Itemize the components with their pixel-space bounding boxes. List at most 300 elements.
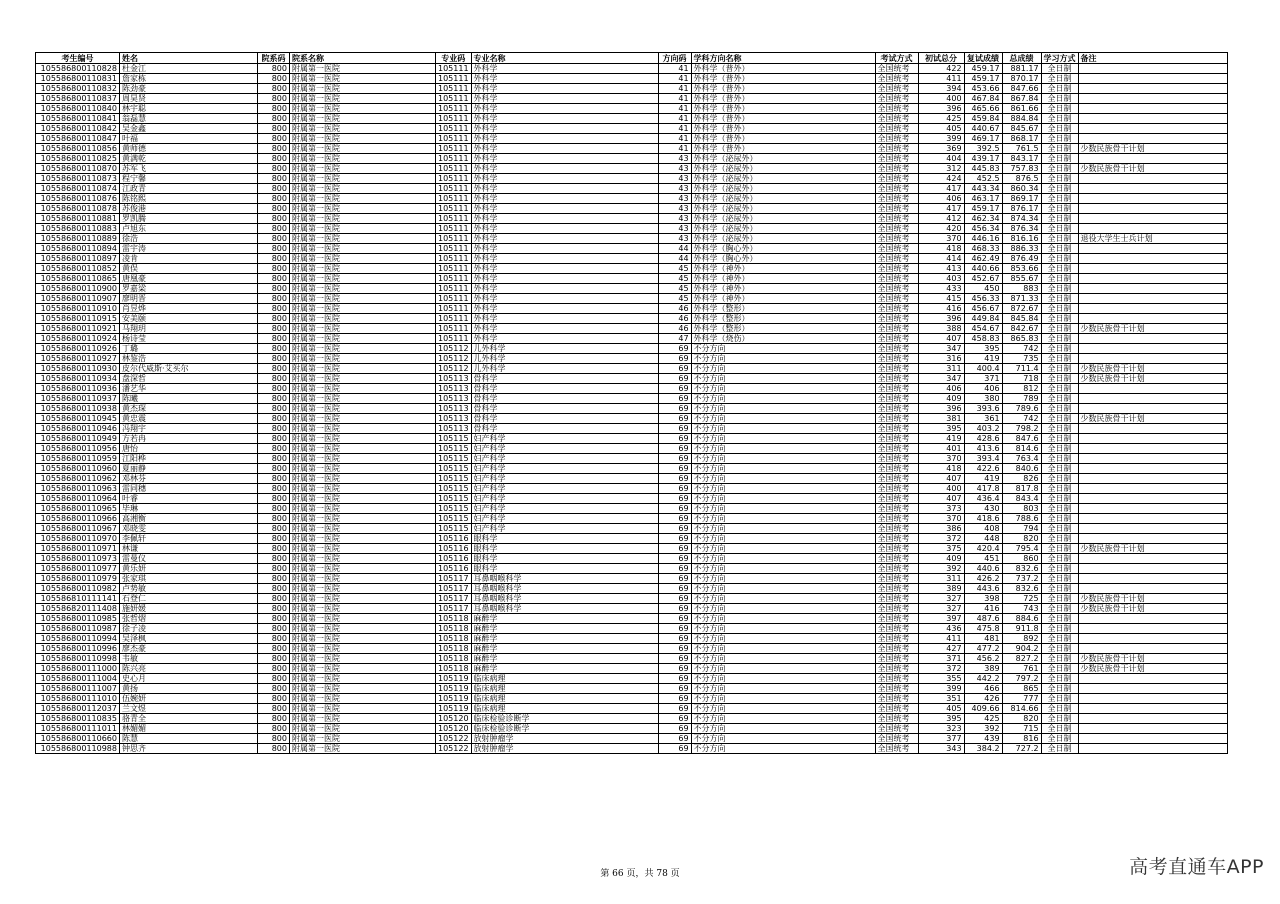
table-row — [36, 354, 1228, 364]
cell-study-mode: 全日制 — [1041, 494, 1078, 504]
cell-note: 退役大学生士兵计划 — [1078, 234, 1227, 244]
cell-study-mode: 全日制 — [1041, 214, 1078, 224]
cell-name: 林宇聪 — [120, 104, 258, 114]
cell-major-name: 外科学 — [471, 114, 658, 124]
cell-dept-name: 附属第一医院 — [290, 694, 436, 704]
cell-initial-score: 407 — [918, 334, 964, 344]
cell-exam-id: 105586800110962 — [36, 474, 120, 484]
cell-note — [1078, 434, 1227, 444]
cell-dept-name: 附属第一医院 — [290, 564, 436, 574]
cell-name: 陈曦 — [120, 394, 258, 404]
cell-study-mode: 全日制 — [1041, 294, 1078, 304]
cell-note — [1078, 684, 1227, 694]
cell-initial-score: 411 — [918, 634, 964, 644]
cell-name: 黄满乾 — [120, 154, 258, 164]
table-row — [36, 314, 1228, 324]
cell-direction-name: 不分方向 — [691, 444, 875, 454]
cell-exam-id: 105586800110926 — [36, 344, 120, 354]
cell-total-score: 725 — [1002, 594, 1041, 604]
cell-exam-type: 全国统考 — [875, 704, 918, 714]
cell-initial-score: 409 — [918, 554, 964, 564]
cell-note: 少数民族骨干计划 — [1078, 364, 1227, 374]
cell-dept-name: 附属第一医院 — [290, 114, 436, 124]
cell-note — [1078, 134, 1227, 144]
cell-study-mode: 全日制 — [1041, 104, 1078, 114]
cell-study-mode: 全日制 — [1041, 284, 1078, 294]
cell-total-score: 826 — [1002, 474, 1041, 484]
cell-exam-id: 105586800110937 — [36, 394, 120, 404]
cell-direction-name: 不分方向 — [691, 494, 875, 504]
cell-retest-score: 418.6 — [964, 514, 1002, 524]
cell-exam-id: 105586800110889 — [36, 234, 120, 244]
cell-name: 雷同穗 — [120, 484, 258, 494]
cell-exam-type: 全国统考 — [875, 144, 918, 154]
cell-direction-name: 外科学（泌尿外） — [691, 184, 875, 194]
cell-name: 詹家栋 — [120, 74, 258, 84]
header-note: 备注 — [1078, 53, 1227, 64]
table-row — [36, 234, 1228, 244]
cell-direction-code: 69 — [658, 624, 691, 634]
cell-dept-code: 800 — [258, 584, 290, 594]
cell-major-code: 105111 — [436, 114, 472, 124]
cell-name: 陈铭熙 — [120, 194, 258, 204]
cell-dept-code: 800 — [258, 564, 290, 574]
cell-major-code: 105117 — [436, 604, 472, 614]
cell-note — [1078, 344, 1227, 354]
cell-initial-score: 372 — [918, 534, 964, 544]
table-row — [36, 614, 1228, 624]
cell-retest-score: 454.67 — [964, 324, 1002, 334]
cell-major-name: 儿外科学 — [471, 354, 658, 364]
cell-direction-code: 69 — [658, 474, 691, 484]
table-row — [36, 664, 1228, 674]
cell-initial-score: 370 — [918, 234, 964, 244]
cell-total-score: 868.17 — [1002, 134, 1041, 144]
cell-study-mode: 全日制 — [1041, 724, 1078, 734]
cell-exam-id: 105586800110840 — [36, 104, 120, 114]
cell-major-name: 麻醉学 — [471, 624, 658, 634]
cell-dept-code: 800 — [258, 64, 290, 74]
cell-name: 徐子凌 — [120, 624, 258, 634]
cell-dept-code: 800 — [258, 684, 290, 694]
cell-dept-code: 800 — [258, 464, 290, 474]
cell-direction-name: 外科学（普外） — [691, 104, 875, 114]
cell-initial-score: 400 — [918, 484, 964, 494]
cell-total-score: 814.66 — [1002, 704, 1041, 714]
cell-retest-score: 445.83 — [964, 164, 1002, 174]
cell-name: 毕琳 — [120, 504, 258, 514]
cell-initial-score: 373 — [918, 504, 964, 514]
cell-study-mode: 全日制 — [1041, 204, 1078, 214]
cell-total-score: 832.6 — [1002, 564, 1041, 574]
cell-name: 安美颐 — [120, 314, 258, 324]
table-row — [36, 604, 1228, 614]
cell-direction-name: 外科学（神外） — [691, 274, 875, 284]
cell-exam-id: 105586800110930 — [36, 364, 120, 374]
cell-note — [1078, 644, 1227, 654]
cell-note — [1078, 184, 1227, 194]
cell-initial-score: 377 — [918, 734, 964, 744]
cell-exam-id: 105586800110910 — [36, 304, 120, 314]
cell-major-code: 105111 — [436, 94, 472, 104]
cell-name: 黄师德 — [120, 144, 258, 154]
cell-retest-score: 430 — [964, 504, 1002, 514]
cell-initial-score: 405 — [918, 704, 964, 714]
cell-direction-code: 46 — [658, 314, 691, 324]
cell-retest-score: 440.66 — [964, 264, 1002, 274]
cell-total-score: 763.4 — [1002, 454, 1041, 464]
cell-study-mode: 全日制 — [1041, 704, 1078, 714]
cell-study-mode: 全日制 — [1041, 734, 1078, 744]
cell-dept-code: 800 — [258, 164, 290, 174]
cell-exam-id: 105586800110938 — [36, 404, 120, 414]
cell-initial-score: 415 — [918, 294, 964, 304]
cell-study-mode: 全日制 — [1041, 604, 1078, 614]
cell-major-name: 妇产科学 — [471, 464, 658, 474]
cell-retest-score: 469.17 — [964, 134, 1002, 144]
cell-note: 少数民族骨干计划 — [1078, 544, 1227, 554]
table-row — [36, 114, 1228, 124]
cell-study-mode: 全日制 — [1041, 654, 1078, 664]
cell-major-code: 105120 — [436, 724, 472, 734]
cell-initial-score: 400 — [918, 94, 964, 104]
cell-exam-type: 全国统考 — [875, 114, 918, 124]
cell-exam-type: 全国统考 — [875, 344, 918, 354]
cell-name: 张家琪 — [120, 574, 258, 584]
cell-major-code: 105111 — [436, 124, 472, 134]
table-row — [36, 654, 1228, 664]
cell-exam-type: 全国统考 — [875, 644, 918, 654]
cell-study-mode: 全日制 — [1041, 124, 1078, 134]
cell-note — [1078, 304, 1227, 314]
cell-exam-type: 全国统考 — [875, 284, 918, 294]
cell-exam-id: 105586800110841 — [36, 114, 120, 124]
cell-exam-type: 全国统考 — [875, 234, 918, 244]
cell-retest-score: 481 — [964, 634, 1002, 644]
cell-dept-name: 附属第一医院 — [290, 314, 436, 324]
cell-exam-id: 105586800110837 — [36, 94, 120, 104]
cell-total-score: 860.34 — [1002, 184, 1041, 194]
cell-exam-type: 全国统考 — [875, 544, 918, 554]
cell-total-score: 812 — [1002, 384, 1041, 394]
cell-major-code: 105111 — [436, 304, 472, 314]
cell-note: 少数民族骨干计划 — [1078, 414, 1227, 424]
cell-major-name: 耳鼻咽喉科学 — [471, 584, 658, 594]
cell-dept-code: 800 — [258, 544, 290, 554]
cell-major-name: 外科学 — [471, 124, 658, 134]
cell-major-name: 外科学 — [471, 74, 658, 84]
cell-total-score: 904.2 — [1002, 644, 1041, 654]
cell-dept-name: 附属第一医院 — [290, 524, 436, 534]
cell-study-mode: 全日制 — [1041, 594, 1078, 604]
table-row — [36, 724, 1228, 734]
cell-name: 程宁馨 — [120, 174, 258, 184]
table-row — [36, 304, 1228, 314]
table-row — [36, 494, 1228, 504]
cell-exam-type: 全国统考 — [875, 604, 918, 614]
cell-study-mode: 全日制 — [1041, 564, 1078, 574]
cell-initial-score: 347 — [918, 344, 964, 354]
cell-major-code: 105118 — [436, 654, 472, 664]
cell-direction-name: 不分方向 — [691, 474, 875, 484]
cell-direction-name: 不分方向 — [691, 394, 875, 404]
cell-direction-code: 45 — [658, 294, 691, 304]
cell-direction-code: 69 — [658, 364, 691, 374]
cell-dept-name: 附属第一医院 — [290, 384, 436, 394]
cell-study-mode: 全日制 — [1041, 694, 1078, 704]
cell-direction-name: 不分方向 — [691, 674, 875, 684]
cell-retest-score: 443.6 — [964, 584, 1002, 594]
cell-initial-score: 427 — [918, 644, 964, 654]
cell-dept-name: 附属第一医院 — [290, 734, 436, 744]
cell-name: 夏丽静 — [120, 464, 258, 474]
cell-note — [1078, 554, 1227, 564]
table-row — [36, 434, 1228, 444]
cell-name: 冯翔宇 — [120, 424, 258, 434]
cell-major-name: 麻醉学 — [471, 634, 658, 644]
cell-note — [1078, 574, 1227, 584]
cell-dept-name: 附属第一医院 — [290, 534, 436, 544]
cell-exam-type: 全国统考 — [875, 684, 918, 694]
cell-major-code: 105111 — [436, 254, 472, 264]
cell-direction-code: 69 — [658, 534, 691, 544]
cell-initial-score: 388 — [918, 324, 964, 334]
cell-dept-code: 800 — [258, 394, 290, 404]
cell-retest-score: 416 — [964, 604, 1002, 614]
cell-study-mode: 全日制 — [1041, 744, 1078, 754]
table-row — [36, 404, 1228, 414]
cell-direction-name: 不分方向 — [691, 454, 875, 464]
table-row — [36, 164, 1228, 174]
cell-dept-name: 附属第一医院 — [290, 674, 436, 684]
cell-major-code: 105112 — [436, 344, 472, 354]
cell-exam-id: 105586800110856 — [36, 144, 120, 154]
cell-direction-code: 69 — [658, 404, 691, 414]
cell-exam-type: 全国统考 — [875, 204, 918, 214]
cell-dept-code: 800 — [258, 264, 290, 274]
cell-direction-code: 46 — [658, 304, 691, 314]
cell-dept-code: 800 — [258, 724, 290, 734]
cell-exam-type: 全国统考 — [875, 304, 918, 314]
cell-study-mode: 全日制 — [1041, 544, 1078, 554]
cell-retest-score: 436.4 — [964, 494, 1002, 504]
cell-major-code: 105111 — [436, 64, 472, 74]
cell-exam-id: 105586800110897 — [36, 254, 120, 264]
header-retest-score: 复试成绩 — [964, 53, 1002, 64]
cell-major-name: 外科学 — [471, 304, 658, 314]
cell-direction-code: 43 — [658, 194, 691, 204]
cell-dept-code: 800 — [258, 734, 290, 744]
header-name: 姓名 — [120, 53, 258, 64]
cell-initial-score: 436 — [918, 624, 964, 634]
cell-direction-name: 不分方向 — [691, 434, 875, 444]
cell-major-code: 105112 — [436, 354, 472, 364]
cell-total-score: 876.17 — [1002, 204, 1041, 214]
cell-note — [1078, 224, 1227, 234]
cell-major-name: 骨科学 — [471, 374, 658, 384]
cell-note — [1078, 334, 1227, 344]
cell-dept-name: 附属第一医院 — [290, 64, 436, 74]
cell-exam-id: 105586800110970 — [36, 534, 120, 544]
cell-dept-code: 800 — [258, 514, 290, 524]
cell-exam-id: 105586800110956 — [36, 444, 120, 454]
cell-major-code: 105111 — [436, 174, 472, 184]
cell-exam-id: 105586800110966 — [36, 514, 120, 524]
cell-name: 马翔玥 — [120, 324, 258, 334]
cell-dept-name: 附属第一医院 — [290, 144, 436, 154]
cell-study-mode: 全日制 — [1041, 314, 1078, 324]
cell-exam-id: 105586800110924 — [36, 334, 120, 344]
cell-retest-score: 389 — [964, 664, 1002, 674]
cell-total-score: 735 — [1002, 354, 1041, 364]
cell-total-score: 845.67 — [1002, 124, 1041, 134]
cell-direction-code: 41 — [658, 64, 691, 74]
cell-retest-score: 406 — [964, 384, 1002, 394]
cell-major-name: 外科学 — [471, 204, 658, 214]
cell-direction-name: 外科学（普外） — [691, 84, 875, 94]
cell-retest-score: 456.2 — [964, 654, 1002, 664]
cell-retest-score: 419 — [964, 354, 1002, 364]
table-row — [36, 374, 1228, 384]
cell-major-name: 儿外科学 — [471, 344, 658, 354]
cell-major-code: 105119 — [436, 684, 472, 694]
cell-dept-name: 附属第一医院 — [290, 254, 436, 264]
cell-name: 唐凰豪 — [120, 274, 258, 284]
cell-exam-type: 全国统考 — [875, 264, 918, 274]
cell-major-name: 外科学 — [471, 194, 658, 204]
cell-total-score: 876.49 — [1002, 254, 1041, 264]
cell-major-name: 耳鼻咽喉科学 — [471, 594, 658, 604]
cell-name: 吴金鑫 — [120, 124, 258, 134]
cell-direction-code: 69 — [658, 374, 691, 384]
cell-total-score: 872.67 — [1002, 304, 1041, 314]
cell-study-mode: 全日制 — [1041, 324, 1078, 334]
cell-study-mode: 全日制 — [1041, 334, 1078, 344]
cell-total-score: 874.34 — [1002, 214, 1041, 224]
cell-major-code: 105112 — [436, 364, 472, 374]
cell-name: 李佩轩 — [120, 534, 258, 544]
cell-exam-id: 105586800110946 — [36, 424, 120, 434]
cell-total-score: 820 — [1002, 714, 1041, 724]
cell-exam-type: 全国统考 — [875, 714, 918, 724]
cell-dept-code: 800 — [258, 84, 290, 94]
cell-dept-code: 800 — [258, 414, 290, 424]
cell-note — [1078, 624, 1227, 634]
cell-initial-score: 407 — [918, 494, 964, 504]
cell-major-name: 外科学 — [471, 314, 658, 324]
cell-major-code: 105113 — [436, 394, 472, 404]
cell-exam-type: 全国统考 — [875, 354, 918, 364]
cell-total-score: 884.84 — [1002, 114, 1041, 124]
cell-dept-name: 附属第一医院 — [290, 324, 436, 334]
cell-total-score: 742 — [1002, 414, 1041, 424]
cell-direction-name: 不分方向 — [691, 734, 875, 744]
cell-direction-name: 外科学（泌尿外） — [691, 194, 875, 204]
cell-direction-name: 外科学（神外） — [691, 294, 875, 304]
cell-major-code: 105113 — [436, 384, 472, 394]
cell-direction-name: 不分方向 — [691, 524, 875, 534]
cell-dept-name: 附属第一医院 — [290, 604, 436, 614]
cell-direction-name: 不分方向 — [691, 404, 875, 414]
cell-note: 少数民族骨干计划 — [1078, 654, 1227, 664]
table-row — [36, 194, 1228, 204]
cell-direction-name: 不分方向 — [691, 744, 875, 754]
cell-major-name: 眼科学 — [471, 534, 658, 544]
cell-direction-code: 45 — [658, 264, 691, 274]
cell-study-mode: 全日制 — [1041, 614, 1078, 624]
cell-direction-name: 外科学（泌尿外） — [691, 204, 875, 214]
cell-dept-code: 800 — [258, 314, 290, 324]
cell-initial-score: 327 — [918, 604, 964, 614]
cell-direction-name: 不分方向 — [691, 384, 875, 394]
cell-initial-score: 417 — [918, 204, 964, 214]
cell-direction-code: 44 — [658, 244, 691, 254]
cell-initial-score: 420 — [918, 224, 964, 234]
table-row — [36, 624, 1228, 634]
cell-dept-name: 附属第一医院 — [290, 424, 436, 434]
cell-major-name: 麻醉学 — [471, 654, 658, 664]
cell-initial-score: 433 — [918, 284, 964, 294]
cell-total-score: 853.66 — [1002, 264, 1041, 274]
cell-major-code: 105111 — [436, 314, 472, 324]
cell-direction-name: 不分方向 — [691, 664, 875, 674]
cell-note — [1078, 494, 1227, 504]
cell-initial-score: 392 — [918, 564, 964, 574]
cell-study-mode: 全日制 — [1041, 144, 1078, 154]
cell-total-score: 742 — [1002, 344, 1041, 354]
cell-dept-name: 附属第一医院 — [290, 244, 436, 254]
cell-study-mode: 全日制 — [1041, 714, 1078, 724]
cell-major-code: 105115 — [436, 484, 472, 494]
cell-dept-name: 附属第一医院 — [290, 334, 436, 344]
cell-initial-score: 375 — [918, 544, 964, 554]
cell-exam-type: 全国统考 — [875, 134, 918, 144]
cell-major-code: 105111 — [436, 204, 472, 214]
cell-name: 皮尔代威斯·艾买尔 — [120, 364, 258, 374]
cell-dept-name: 附属第一医院 — [290, 224, 436, 234]
cell-major-code: 105115 — [436, 514, 472, 524]
cell-exam-id: 105586800110852 — [36, 264, 120, 274]
cell-dept-name: 附属第一医院 — [290, 514, 436, 524]
cell-major-code: 105111 — [436, 144, 472, 154]
cell-major-code: 105111 — [436, 334, 472, 344]
cell-direction-name: 不分方向 — [691, 564, 875, 574]
cell-retest-score: 456.33 — [964, 294, 1002, 304]
cell-note — [1078, 384, 1227, 394]
cell-name: 黄扬 — [120, 684, 258, 694]
cell-exam-type: 全国统考 — [875, 194, 918, 204]
cell-direction-code: 43 — [658, 164, 691, 174]
cell-name: 肖昱烨 — [120, 304, 258, 314]
cell-exam-id: 105586800110936 — [36, 384, 120, 394]
cell-direction-code: 69 — [658, 614, 691, 624]
cell-exam-id: 105586800111007 — [36, 684, 120, 694]
cell-total-score: 876.34 — [1002, 224, 1041, 234]
cell-direction-code: 43 — [658, 184, 691, 194]
cell-exam-id: 105586810111141 — [36, 594, 120, 604]
cell-name: 徐浩 — [120, 234, 258, 244]
cell-dept-name: 附属第一医院 — [290, 404, 436, 414]
cell-major-name: 外科学 — [471, 154, 658, 164]
cell-note — [1078, 704, 1227, 714]
table-row — [36, 334, 1228, 344]
cell-major-code: 105111 — [436, 164, 472, 174]
cell-initial-score: 355 — [918, 674, 964, 684]
cell-initial-score: 371 — [918, 654, 964, 664]
cell-total-score: 715 — [1002, 724, 1041, 734]
cell-total-score: 816.16 — [1002, 234, 1041, 244]
cell-direction-code: 69 — [658, 494, 691, 504]
